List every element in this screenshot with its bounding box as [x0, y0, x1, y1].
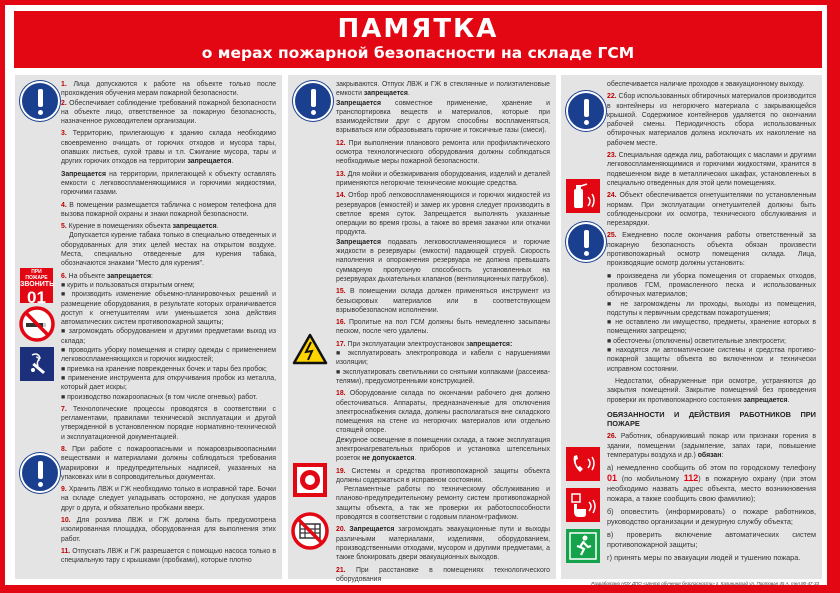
page-subtitle: о мерах пожарной безопасности на складе ГСМ — [201, 44, 635, 62]
mandatory-exclamation-icon — [566, 222, 606, 262]
column-1 — [15, 75, 282, 579]
column-3-text: обеспечивается наличие проходов к эвакуационному выходу. 22. Сбор использованных обтирочных материалов производится в контейнеры из негорючего материала с закрывающейся крышкой. Содержимое контейнеров удаляется по окончании рабочей смены. Периодичность сбора использованных обтирочных материалов должна исключать их накопление на рабочем месте. 23. Специальная одежда лиц, работающих с маслами и другими легковоспламеняющимися и горючими жидкостями, хранится в подвешенном виде в металлических шкафах, установленных в специально отведенных для этой цели помещениях. 24. Объект обеспечивается огнетушителями по установленным нормам. При эксплуатации огнетушителей должны быть соблюденысроки их осмотра, технического обслуживания и перезарядки. 25. Ежедневно после окончания работы ответственный за пожарную безопасность объекта обязан произвести противопожарный осмотр помещения склада. Лица, производящие осмотр должны установить: ■ произведена ли уборка помещения от сгораемых отходов, проливов ГСМ, промасленного песка и использованных обтирочных материалов; ■ не загромождены ли проходы, выходы из помещения, подступы к первичным средствам пожаротушения; ■ не оставлено ли имущество, предметы, хранение которых в помещениях запрещено; ■ обесточены (отключены) осветительные электросети; ■ находятся ли автоматические системы и средства противо-пожарной защиты объекта во включенном и технически исправном состоянии. Недостатки, обнаруженные при осмотре, устраняются до закрытия помещений. Закрытие помещений без проведения проверки их противопожарного состояния запрещается. ОБЯЗАННОСТИ И ДЕЙСТВИЯ РАБОТНИКОВ ПРИ ПОЖАРЕ 26. Работник, обнаруживший пожар или признаки горения в здании, помещении (задымление, запах гари, повышение температуры воздуха и др.) обязан: а) немедленно сообщить об этом по городскому телефону 01 (по мобильному 112) в пожарную охрану (при этом необходимо назвать адрес объекта, место возникновения пожара, а также сообщить свою фамилию); б) оповестить (информировать) о пожаре работников, руководство организации и дежурную службу объекта; в) проверить включение автоматических систем противопожарной защиты; г) принять меры по эвакуации людей и тушению пожара. — [607, 81, 817, 563]
mandatory-exclamation-icon — [566, 91, 606, 131]
page-title: ПАМЯТКА — [337, 14, 499, 44]
emergency-exit-icon — [566, 529, 600, 563]
electric-hazard-icon — [292, 333, 328, 370]
column-1-text: 1. Лица допускаются к работе на объекте только после прохождения обучения мерам пожарной безопасности. 2. Обеспечивает соблюдение требований пожарной безопасности на объекте лицо, ответственное за пожарную безопасность, назначенное руководителем организации. 3. Территорию, прилегающую к зданию склада необходимо своевременно очищать от горючих отходов и мусора тары, опавших листьев, сухой травы и т.п. Сжигание мусора, тары и других горючих отходов на территории запрещается. Запрещается на территории, прилегающей к объекту оставлять емкости с легковоспламеняющимися и горючими жидкостями, горючими газами. 4. В помещении размещается табличка с номером телефона для вызова пожарной охраны и знаки пожарной безопасности. 5. Курение в помещениях объекта запрещается. Допускается курение табака только в специально отведенных и оборудованных для этих целей местах на открытом воздухе. Места, специально отведенные для курения табака, обозначаются знаками "Место для курения". 6. На объекте запрещается: ■ курить и пользоваться открытым огнем; ■ производить изменение объемно-планировочных решений и размещение оборудования, в результате которых ограничивается доступ к огнетушителям или уменьшается зона действия автоматических систем противопожарной защиты; ■ загромождать оборудованием и другими предметами выход из склада; ■ проводить уборку помещения и стирку одежды с применением легковоспламеняющихся и горючих жидкостей; ■ приемка на хранение поврежденных бочек и тары без пробок; ■ применение инструмента для откручивания пробок из металла, который дает искры; ■ производство пожароопасных (в том числе огневых) работ. 7. Технологические процессы проводятся в соответствии с регламентами, правилами технической эксплуатации и другой утвержденной в установленном порядке нормативно-технической и эксплуатационной документацией. 8. При работе с пожароопасными и пожаровзрывоопасными веществами и материалами должны соблюдаться требования маркировки и предупредительных надписей, указанных на упаковках или в сопроводительных документах. 9. Хранить ЛВЖ и ГЖ необходимо только в исправной таре. Бочки на складе следует укладывать осторожно, не допуская ударов друг о друга, и обязательно пробками вверх. 10. Для розлива ЛВЖ и ГЖ должна быть предусмотрена изолированная площадка, оборудованная для выполнения этих работ. 11. Отпускать ЛВЖ и ГЖ разрешается с помощью насоса только в специальную тару с крышками (пробками), которые плотно — [61, 81, 277, 565]
fire-phone-number: 01 — [607, 473, 618, 484]
manual-call-point-icon — [566, 488, 600, 522]
column-2-text: закрываются. Отпуск ЛВЖ и ГЖ в стеклянные и полиэтиленовые емкости запрещается. Запрещается совместное применение, хранение и транспортировка веществ и материалов, которые при взаимодействии друг с другом способны воспламеняться, взрываться или образовывать горючие и токсичные газы (смеси). 12. При выполнении планового ремонта или профилактического осмотра технологического оборудования должны соблюдаться необходимые меры пожарной безопасности. 13. Для мойки и обезжиривания оборудования, изделий и деталей применяются негорючие технические моющие средства. 14. Отбор проб легковоспламеняющихся и горючих жидкостей из резервуаров (емкостей) и замер их уровня следует производить в светлое время суток. Запрещается выполнять указанные операции во время грозы, а также во время закачки или откачки продукта. Запрещается подавать легковоспламеняющиеся и горючие жидкости в резервуары (емкости) падающей струей. Скорость наполнения и опорожнения резервуара не должна превышать суммарную пропускную способность установленных на резервуарах дыхательных клапанов (вентиляционных патрубков). 15. В помещении склада должен применяться инструмент из безыскровых материалов или в соответствующем взрывобезопасном исполнении. 16. Пролитые на пол ГСМ должны быть немедленно засыпаны песком, после чего удалены. 17. При эксплуатации электроустановок запрещается: ■ эксплуатировать электропровода и кабели с нарушениями изоляции; ■ эксплуатировать светильники со снятыми колпаками (рассеива-телями), предусмотренными конструкцией. 18. Оборудование склада по окончании рабочего дня должно обесточиваться. Аппараты, предназначенные для отключения электроснабжения склада, должны располагаться вне складского помещения на стене из негорючих материалов или отдельно стоящей опоре. Дежурное освещение в помещении склада, а также эксплуатация электронагревательных приборов и установка штепсельных розеток не допускается. 19. Системы и средства противопожарной защиты объекта должны содержаться в исправном состоянии. Регламентные работы по техническому обслуживанию и планово-предупредительному ремонту систем противопожарной защиты объекта, а так же проверки их работоспособности проводятся в соответствии с годовым планом-графиком. 20. Запрещается загромождать эвакуационные пути и выходы различными материалами, изделиями, оборудованием, производственными отходами, мусором и другими предметами, а также блокировать двери эвакуационных выходов. 21. При расстановке в помещениях технологического оборудования — [336, 81, 551, 583]
column-3 — [561, 75, 822, 579]
mobile-emergency-number: 112 — [683, 473, 699, 484]
mandatory-exclamation-icon — [20, 81, 60, 121]
duties-section-heading: ОБЯЗАННОСТИ И ДЕЙСТВИЯ РАБОТНИКОВ ПРИ ПОЖАРЕ — [607, 409, 816, 429]
footer-credit: Разработано НОУ ДПО «Центр обучения безопасности» г. Калининград ул. Портовая 45 А, тел.90-47-33 — [591, 581, 819, 586]
fire-alarm-button-icon — [293, 463, 327, 497]
smoking-area-icon — [20, 347, 54, 381]
fire-extinguisher-icon — [566, 179, 600, 213]
mandatory-exclamation-icon — [20, 453, 60, 493]
call-01-sign: ПРИ ПОЖАРЕ ЗВОНИТЬ 01 — [20, 269, 55, 307]
red-frame-right — [827, 0, 840, 593]
title-banner — [14, 11, 822, 68]
column-2 — [288, 75, 556, 583]
no-obstruction-icon — [291, 512, 329, 555]
fire-phone-icon — [566, 447, 600, 481]
no-smoking-icon — [19, 306, 55, 347]
mandatory-exclamation-icon — [293, 81, 333, 121]
